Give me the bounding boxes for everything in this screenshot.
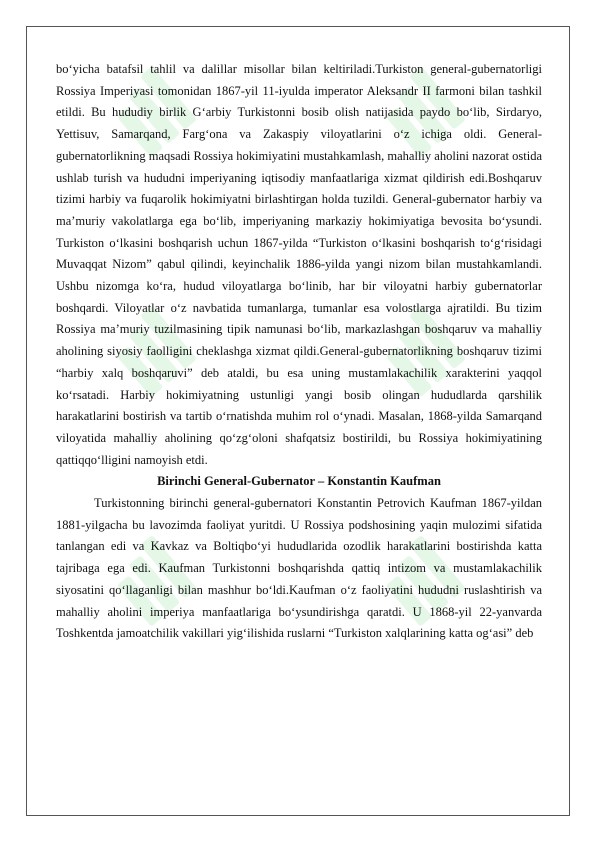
body-paragraph: Turkistonning birinchi general-gubernatori Konstantin Petrovich Kaufman 1867-yildan 1881-yilgacha bu lavozimda faoliyat yuritdi. U Rossiya podshosining yaqin mulozimi sifatida tanlangan edi va Kavkaz va Boltiqbo‘yi hududlarida ozodlik harakatlarini bostirishda katta tajribaga ega edi. Kaufman Turkistonni boshqarishda qattiq intizom va mustamlakachilik siyosatini qo‘llaganligi bilan mashhur bo‘ldi.Kaufman o‘z faoliyatini hududni ruslashtirish va mahalliy aholini imperiya manfaatlariga bo‘ysundirishga qaratdi. U 1868-yil 22-yanvarda Toshkentda jamoatchilik vakillari yig‘ilishida ruslarni “Turkiston xalqlarining katta og‘asi” deb bbox=[56, 496, 542, 641]
section-heading: Birinchi General-Gubernator – Konstantin Kaufman bbox=[157, 474, 441, 489]
body-paragraph: bo‘yicha batafsil tahlil va dalillar misollar bilan keltiriladi.Turkiston general-gubernatorligi Rossiya Imperiyasi tomonidan 1867-yil 11-iyulda imperator Aleksandr II farmoni bilan tashkil etildi. Bu hududiy birlik G‘arbiy Turkistonni bosib olish natijasida paydo bo‘lib, Sirdaryo, Yettisuv, Samarqand, Farg‘ona va Zakaspiy viloyatlarini o‘z ichiga oldi. General-gubernatorlikning maqsadi Rossiya hokimiyatini mustahkamlash, mahalliy aholini nazorat ostida ushlab turish va hududni imperiyaning iqtisodiy manfaatlariga xizmat qildirish edi.Boshqaruv tizimi harbiy va fuqarolik hokimiyatni birlashtirgan holda tuzildi. General-gubernator harbiy va ma’muriy vakolatlarga ega bo‘lib, imperiyaning markaziy hokimiyatiga bevosita bo‘ysundi. Turkiston o‘lkasini boshqarish uchun 1867-yilda “Turkiston o‘lkasini boshqarish to‘g‘risidagi Muvaqqat Nizom” qabul qilindi, keyinchalik 1886-yilda yangi nizom bilan mustahkamlandi. Ushbu nizomga ko‘ra, hudud viloyatlarga bo‘linib, har bir viloyatni harbiy gubernatorlar boshqardi. Viloyatlar o‘z navbatida tumanlarga, tumanlar esa volostlarga ajratildi. Bu tizim Rossiya ma’muriy tuzilmasining tipik namunasi bo‘lib, markazlashgan boshqaruv va mahalliy aholining siyosiy faolligini cheklashga xizmat qildi.General-gubernatorlikning boshqaruv tizimi “harbiy xalq boshqaruvi” deb ataldi, bu esa uning mustamlakachilik xarakterini yaqqol ko‘rsatadi. Harbiy hokimiyatning ustunligi yangi bosib olingan hududlarda qarshilik harakatlarini bostirish va tartib o‘rnatishda muhim rol o‘ynadi. Masalan, 1868-yilda Samarqand viloyatida mahalliy aholining qo‘zg‘oloni shafqatsiz bostirildi, bu Rossiya hokimiyatining qattiqqo‘lligini namoyish etdi. bbox=[56, 62, 542, 467]
document-body bbox=[56, 59, 542, 645]
page-frame bbox=[26, 26, 570, 816]
